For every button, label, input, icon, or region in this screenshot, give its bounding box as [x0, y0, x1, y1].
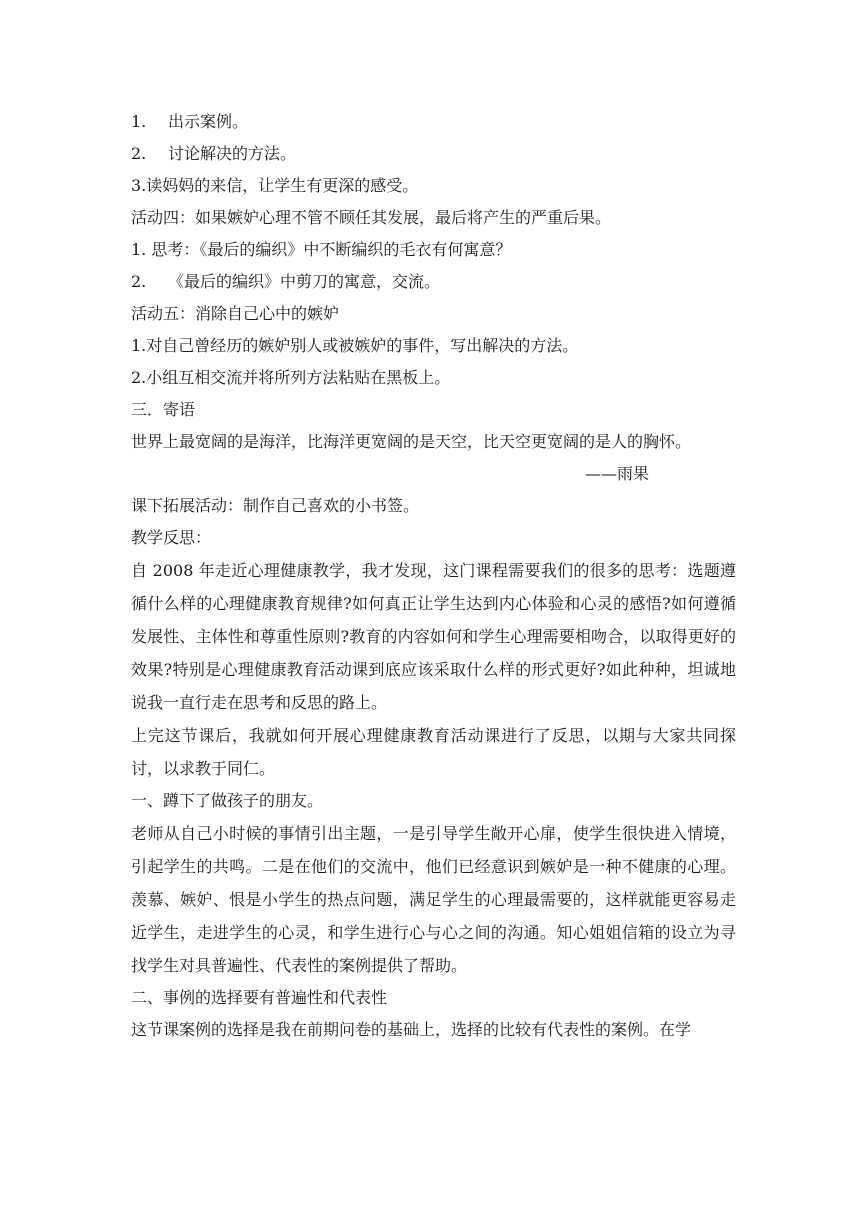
point-1-title: 一、蹲下了做孩子的朋友。	[131, 791, 324, 810]
step-1-number: 1.	[131, 112, 147, 131]
step-3: 3.读妈妈的来信，让学生有更深的感受。	[131, 176, 419, 195]
section-3-title: 三．寄语	[131, 400, 196, 419]
point-2-text: 这节课案例的选择是我在前期问卷的基础上，选择的比较有代表性的案例。在学	[131, 1020, 692, 1039]
extension-activity: 课下拓展活动：制作自己喜欢的小书签。	[131, 496, 420, 515]
quote-author: ——雨果	[584, 464, 649, 483]
activity-5-title: 活动五：消除自己心中的嫉妒	[131, 304, 340, 323]
activity-4-item-2-text: 《最后的编织》中剪刀的寓意，交流。	[168, 272, 441, 291]
step-2-number: 2.	[131, 144, 147, 163]
point-2-title: 二、事例的选择要有普遍性和代表性	[131, 988, 388, 1007]
reflection-paragraph-1: 自 2008 年走近心理健康教学，我才发现，这门课程需要我们的很多的思考：选题遵循什么样的心理健康教育规律?如何真正让学生达到内心体验和心灵的感悟?如何遵循发展性、主体性和尊重性原则?教育的内容如何和学生心理需要相吻合，以取得更好的效果?特别是心理健康教育活动课到底应该采取什么样的形式更好?如此种种，坦诚地说我一直行走在思考和反思的路上。	[131, 561, 736, 712]
activity-5-item-1: 1.对自己曾经历的嫉妒别人或被嫉妒的事件，写出解决的方法。	[131, 336, 579, 355]
quote-text: 世界上最宽阔的是海洋，比海洋更宽阔的是天空，比天空更宽阔的是人的胸怀。	[131, 432, 692, 451]
step-1-text: 出示案例。	[168, 112, 249, 131]
activity-4-title: 活动四：如果嫉妒心理不管不顾任其发展，最后将产生的严重后果。	[131, 208, 612, 227]
activity-4-item-2	[131, 266, 736, 298]
activity-4-item-1: 1. 思考：《最后的编织》中不断编织的毛衣有何寓意？	[131, 240, 512, 259]
reflection-title: 教学反思：	[131, 528, 212, 547]
activity-4-item-2-number: 2.	[131, 272, 147, 291]
point-1-text: 老师从自己小时候的事情引出主题，一是引导学生敞开心扉，使学生很快进入情境，引起学生的共鸣。二是在他们的交流中，他们已经意识到嫉妒是一种不健康的心理。羡慕、嫉妒、恨是小学生的热点问题，满足学生的心理最需要的，这样就能更容易走近学生，走进学生的心灵，和学生进行心与心之间的沟通。知心姐姐信箱的设立为寻找学生对具普遍性、代表性的案例提供了帮助。	[131, 824, 736, 975]
step-2	[131, 138, 736, 170]
step-2-text: 讨论解决的方法。	[168, 144, 297, 163]
activity-5-item-2: 2.小组互相交流并将所列方法粘贴在黑板上。	[131, 368, 451, 387]
step-1	[131, 106, 736, 138]
reflection-paragraph-2: 上完这节课后，我就如何开展心理健康教育活动课进行了反思，以期与大家共同探讨，以求教于同仁。	[131, 726, 736, 778]
document-body	[131, 106, 736, 1046]
